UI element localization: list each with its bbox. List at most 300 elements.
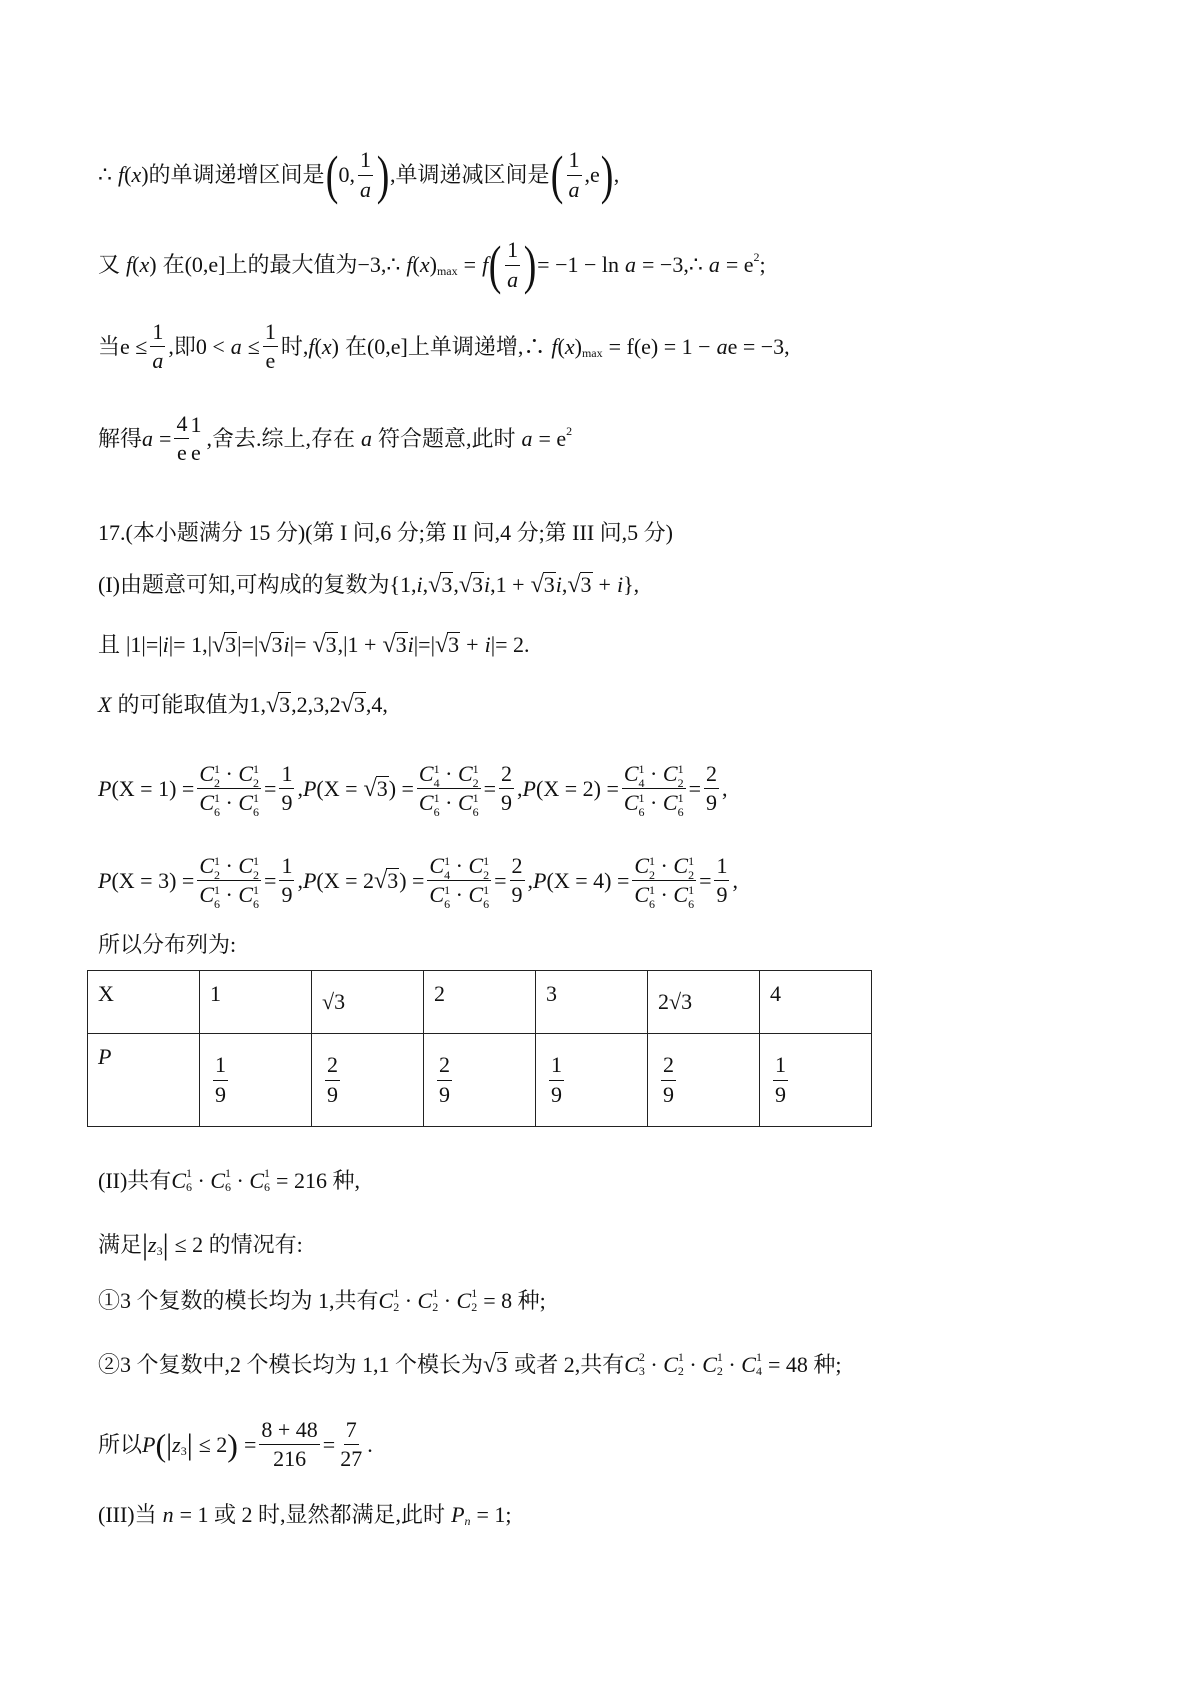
fraction-one-over-a [505,238,520,291]
fraction-2-9 [510,854,525,907]
comma: , [422,571,429,597]
C: C [662,761,678,786]
sqrt-3: √ 3 [382,632,407,659]
paren-open: ( [325,145,338,205]
paren-close: ) [376,145,390,205]
comma: , [784,333,790,359]
frac-num: 1 [549,1053,564,1080]
frac-den: 9 [551,1081,562,1107]
variable-x: x [419,252,430,277]
fraction-1-over-e [188,413,203,465]
C: C [673,853,689,878]
sqrt-arg: 3 [543,572,555,597]
text-suoyi: 所以 [98,1431,143,1457]
sqrt-arg: 3 [225,632,237,657]
combination-fraction: $\frac{C_2^1 \cdot C_2^1}{C_6^1 \cdot C_6^1}$ [634,853,695,912]
prob-fraction [549,1053,564,1106]
C: C [418,790,434,816]
label-text: 所以分布列为: [98,932,237,957]
comma: , [721,775,728,801]
frac-den: 9 [501,790,513,816]
frac-den: e [191,439,201,465]
abs-open: | [142,1228,149,1261]
frac-num: 1 [773,1053,788,1080]
section-17-title [98,522,673,544]
title-text: 17.(本小题满分 15 分)(第 I 问,6 分;第 II 问,4 分;第 III 问,5 分) [98,520,673,545]
table-cell [88,971,200,1034]
mod-part: |= 1,| [168,631,212,657]
superscript-2: 2 [753,250,760,264]
frac-num: 2 [437,1053,452,1080]
text-complex: (I)由题意可知,可构成的复数为 [98,571,390,597]
C: C [673,882,689,908]
table-cell [312,1034,424,1127]
equation: = 1; [476,1502,512,1527]
frac-den: a [507,266,519,292]
fraction-2-9 [704,762,719,815]
text-max: 上的最大值为 [225,252,358,277]
event: (X = 2 [316,867,375,893]
C: C [663,1351,678,1377]
C: C [623,790,639,816]
variable-a: a [625,252,636,277]
text-fuhe: 符合题意,此时 [377,425,516,451]
equals: = [322,1431,336,1457]
comma: , [732,867,738,893]
function-f: f [406,252,413,277]
sqrt-3: √ 3 [374,868,399,895]
prob-fraction [325,1053,340,1106]
table-cell [200,1034,312,1127]
value-part: ,4 [365,691,383,717]
sqrt-arg: 3 [395,632,407,657]
text-part2: (II)共有 [98,1168,172,1193]
fraction-56-216 [259,1418,319,1471]
variable-a: a [521,425,533,451]
frac-den: 9 [327,1081,338,1107]
variable-X: X [98,691,112,717]
value-part: 1, [249,691,266,717]
period: . [367,1431,373,1457]
paren-close: ) [523,235,537,295]
set-open: {1, [389,571,417,597]
sqrt-arg: 3 [580,572,592,597]
sqrt-3: √ 3 [211,632,237,659]
variable-x: x [139,252,150,277]
line-case-2: ②3 个复数中,2 个模长均为 1,1 个模长为 √ 3 或者 2,共有 C 3 2 · C 2 1 · C 2 1 · C 4 1 = 48 种; [98,1349,842,1379]
value-part: ,2,3,2 [291,691,341,717]
frac-num: 1 [263,320,278,347]
frac-num: 1 [279,762,294,789]
frac-num: 2 [325,1053,340,1080]
equation: = −1 − ln [537,252,619,277]
equals: = [159,425,172,451]
sqrt-3: √ 3 [258,632,283,659]
function-f: f [118,162,125,187]
C: C [199,882,214,908]
frac-den: 27 [340,1446,363,1472]
semicolon: ; [759,252,766,277]
text-increasing: 的单调递增区间是 [148,162,325,187]
frac-num: 2 [510,854,525,881]
cell-text: 4 [770,981,781,1006]
sqrt-arg: 3 [496,1352,508,1377]
C: C [210,1168,226,1193]
leq: ≤ [247,333,260,359]
cell-text: P [98,1044,112,1069]
variable-Pn: P [451,1502,465,1527]
sqrt-arg: 3 [353,692,365,717]
comma: , [561,571,568,597]
text-jiede: 解得 [98,425,143,451]
C: C [634,853,650,878]
e-squared: = e [725,252,754,277]
prob-fraction [773,1053,788,1106]
case-text: ②3 个复数中,2 个模长均为 1,1 个模长为 [98,1351,484,1377]
superscript-2: 2 [566,423,573,438]
function-f: f [126,252,133,277]
cell-text: X [98,981,114,1006]
frac-den: 9 [511,882,523,908]
frac-num: 1 [150,320,165,347]
text-increasing: 上单调递增,∴ [407,333,546,359]
C: C [249,1168,265,1193]
text-shi: 时, [280,333,309,359]
fraction-2-9 [499,762,514,815]
comma: , [382,691,388,717]
condition: ≤ 2 [198,1431,228,1457]
combination-fraction: $\frac{C_4^1 \cdot C_2^1}{C_6^1 \cdot C_6^1}$ [418,761,479,820]
prob-P: P [533,867,547,893]
sqrt-3: √ 3 [483,1352,508,1379]
sqrt-3: √ 3 [265,692,291,719]
combination-fraction: $\frac{C_2^1 \cdot C_2^1}{C_6^1 \cdot C_6^1}$ [199,853,260,912]
comma: , [490,571,496,597]
sqrt-arg: 3 [271,632,283,657]
variable-z: z [172,1431,181,1457]
C: C [171,1168,186,1193]
table-cell [648,971,760,1034]
frac-num: 2 [704,762,719,789]
line-complex-set [98,572,639,597]
text-decreasing: ,单调递减区间是 [390,162,550,187]
C: C [662,790,678,816]
mod-part: |=| [237,631,259,657]
C: C [468,882,484,908]
mod-part: |1|=| [126,631,163,657]
text-part3: (III)当 [98,1502,157,1527]
sqrt-arg: 3 [279,692,291,717]
event-end: ) = [399,867,425,893]
event-end: ) = [388,775,414,801]
text-dang: 当 [98,333,121,359]
fraction-4-over-e [174,412,189,465]
paren-close: ) [227,1426,238,1463]
C: C [457,790,473,816]
paren-open: ( [488,235,502,295]
sqrt-3: √ 3 [363,776,388,803]
C: C [238,853,254,878]
equation-2: = −3,∴ [642,252,703,277]
sqrt-3: √ 3 [567,572,592,599]
fraction-7-27 [338,1418,364,1471]
table-cell [200,971,312,1034]
frac-den: 9 [663,1081,674,1107]
therefore-symbol: ∴ [98,162,112,187]
interval: (0,e] [366,333,408,359]
frac-den: 9 [281,882,293,908]
line-possible-values [98,692,388,717]
text-values: 的可能取值为 [117,691,250,717]
e-squared: = e [538,425,567,451]
fraction-one-over-a [150,320,165,373]
C: C [238,790,254,816]
frac-den: 9 [215,1081,226,1107]
C: C [623,761,639,786]
text-zai: 在 [344,333,367,359]
frac-den: e [177,440,187,466]
C: C [702,1351,717,1377]
fraction-one-over-a-2 [567,148,582,201]
table-cell [88,1034,200,1127]
variable-x: x [564,333,575,359]
plus: + [598,571,611,597]
imag-i: i [416,571,423,597]
frac-num: 7 [344,1418,359,1445]
line-probabilities-2: P (X = 3) = $\frac{C_2^1 \cdot C_2^1}{C_6^1 \cdot C_6^1}$ = $\frac{1}{9}$ , P (X = 2 √ 3 ) = $\frac{C_4^1 \cdot C_2^1}{C_6^1 \cdot C_6^1}$ = $\frac{2}{9}$ , P (X = 4) = $\frac{C_2^1 \cdot C_2^1}{C_6^1 \cdot C_6^1}$ = $\frac{1}{9}$ , [98,853,738,912]
text-you: 又 [98,252,121,277]
zero-comma: 0, [338,162,356,187]
line-condition [98,1230,303,1260]
prob-fraction [661,1053,676,1106]
sqrt-arg: 3 [441,572,453,597]
fraction-one-over-e [263,320,278,373]
sqrt-3: √ 3 [530,572,555,599]
set-close: } [623,571,634,597]
subscript-max: max [436,264,458,278]
text-part3-2: = 1 或 2 时,显然都满足,此时 [179,1502,446,1527]
event: (X = [316,775,358,801]
cell-text: 1 [210,981,221,1006]
mod-part: ,|1 + [337,631,377,657]
cell-text: 3 [546,981,557,1006]
text-sheqv: ,舍去.综上,存在 [206,425,355,451]
event: (X = 4) = [546,867,630,893]
table-row-x [88,971,872,1034]
frac-num: 1 [190,411,202,437]
subscript-max: max [581,345,603,360]
frac-den: a [360,176,372,202]
mod-part: + [466,631,479,657]
function-f: f [308,333,315,359]
sqrt-arg: 3 [325,632,337,657]
abs-close: | [162,1228,169,1261]
case-text: ①3 个复数的模长均为 1,共有 [98,1288,379,1313]
frac-num: 1 [279,854,294,881]
text-zai: 在 [162,252,185,277]
imag-i: i [407,631,414,657]
line-monotonic-intervals: ∴ f ( x ) 的单调递增区间是 ( 0, $\frac{1}{a}$ ) ,单调递减区间是 ( $\frac{1}{a}$ ,e ) , [98,145,620,205]
C: C [429,853,445,878]
subscript-3: 3 [180,1443,187,1458]
C: C [199,761,214,786]
prob-P: P [522,775,536,801]
table-cell [760,971,872,1034]
variable-a: a [360,425,372,451]
mod-part: |=| [413,631,435,657]
cell-text: √3 [322,989,346,1014]
sqrt-3: √ 3 [428,572,453,599]
frac-den: 9 [281,790,293,816]
distribution-table [87,970,872,1127]
line-max-value: 又 f ( x ) 在 (0,e] 上的最大值为 −3,∴ f ( x ) max = f ( $\frac{1}{a}$ ) = −1 − ln a = −3,∴ a = e 2 ; [98,235,766,295]
frac-den: 9 [439,1081,450,1107]
frac-num: 4 [174,412,189,439]
comma: , [633,571,640,597]
C: C [468,853,484,878]
C: C [456,1288,472,1313]
sqrt-arg: 3 [448,632,460,657]
sqrt-3: √ 3 [434,632,460,659]
function-f: f [482,252,489,277]
table-cell [312,971,424,1034]
frac-den: e [265,348,276,374]
frac-num: 1 [714,854,729,881]
cell-text: 2 [434,981,445,1006]
fraction-1-9 [279,854,294,907]
prob-P: P [98,867,112,893]
line-case-two: 当 e ≤ $\frac{1}{a}$ ,即 0 < a ≤ $\frac{1}{e}$ 时, f ( x ) 在 (0,e] 上单调递增,∴ f ( x ) max = f(e) = 1 − a e = −3 , [98,319,790,374]
event: (X = 2) = [536,775,619,801]
sqrt-arg: 3 [376,776,388,802]
table-cell [648,1034,760,1127]
cell-text: 2√3 [658,989,693,1014]
prob-P: P [98,775,112,801]
combination-fraction: $\frac{C_4^1 \cdot C_2^1}{C_6^1 \cdot C_6^1}$ [623,761,684,820]
paren-open-2: ( [550,145,563,205]
comma: , [453,571,459,597]
frac-num: 1 [358,148,373,175]
paren-open: ( [155,1426,167,1463]
event: (X = 3) = [111,867,195,893]
C: C [199,853,214,878]
variable-x: x [131,162,142,187]
prob-fraction [437,1053,452,1106]
frac-den: a [152,348,164,374]
imag-i: i [162,631,169,657]
frac-den: a [568,176,580,202]
frac-den: 216 [273,1446,307,1472]
C: C [634,882,650,908]
imag-i: i [616,571,624,597]
imag-i: i [484,571,491,597]
variable-z: z [148,1232,157,1257]
frac-num: 1 [213,1053,228,1080]
distribution-label [98,934,236,956]
frac-den: 9 [705,790,717,816]
paren-close-2: ) [600,145,614,205]
table-cell [424,971,536,1034]
C: C [417,1288,433,1313]
line-moduli [98,632,530,657]
equals: = [243,1431,257,1457]
prob-P: P [302,775,317,801]
one-plus: 1 + [495,571,525,597]
line-result [98,1418,373,1471]
subscript-n: n [464,1514,471,1528]
event: (X = 1) = [111,775,195,801]
line-case-1: ①3 个复数的模长均为 1,共有 C 2 1 · C 2 1 · C 2 1 = 8 种; [98,1286,546,1314]
text-ji: ,即 [168,333,196,359]
prob-fraction [213,1053,228,1106]
comma: , [613,162,620,187]
imag-i: i [555,571,562,597]
text-satisfy: 满足 [98,1232,143,1257]
line-probabilities-1: P (X = 1) = $\frac{C_2^1 \cdot C_2^1}{C_6^1 \cdot C_6^1}$ = $\frac{1}{9}$ , P (X = √ 3 ) = $\frac{C_4^1 \cdot C_2^1}{C_6^1 \cdot C_6^1}$ = $\frac{2}{9}$ , P (X = 2) = $\frac{C_4^1 \cdot C_2^1}{C_6^1 \cdot C_6^1}$ = $\frac{2}{9}$ , [98,761,728,820]
mod-part: |= 2. [490,631,530,657]
subscript-3: 3 [156,1244,163,1258]
equation-2: e = −3 [727,333,785,359]
sqrt-arg: 3 [472,572,484,597]
frac-num: 1 [505,238,520,265]
e-leq: e ≤ [120,333,148,359]
table-row-p [88,1034,872,1127]
sqrt-arg: 3 [387,868,399,894]
line-part2-total: (II)共有 C 6 1 · C 6 1 · C 6 1 = 216 种, [98,1166,360,1194]
C: C [624,1351,639,1377]
text-qie: 且 [98,631,121,657]
frac-den: 9 [716,882,728,908]
zero-lt: 0 < [195,333,225,359]
abs-open: | [166,1427,173,1461]
prob-P: P [302,867,317,893]
variable-n: n [162,1502,174,1527]
C: C [378,1288,394,1313]
case-text-2: 或者 2,共有 [514,1351,625,1377]
C: C [199,790,214,816]
table-cell [760,1034,872,1127]
combination-fraction: $\frac{C_2^1 \cdot C_2^1}{C_6^1 \cdot C_6^1}$ [199,761,260,820]
frac-num: 2 [661,1053,676,1080]
e-constant: ,e [584,162,600,187]
equation: = 48 种; [767,1351,842,1377]
table-cell [536,971,648,1034]
equation: = 8 种; [483,1288,546,1313]
equation: = 216 种, [276,1168,360,1193]
variable-a: a [716,333,728,359]
line-conclusion [98,412,572,465]
imag-i: i [484,631,491,657]
combination-fraction: $\frac{C_4^1 \cdot C_2^1}{C_6^1 \cdot C_6^1}$ [429,853,490,912]
frac-num: 1 [567,148,582,175]
C: C [418,761,434,786]
abs-close: | [186,1427,193,1461]
fraction-1-9 [279,762,294,815]
table-cell [536,1034,648,1127]
C: C [429,882,445,908]
variable-a: a [708,252,720,277]
fraction-1-9 [714,854,729,907]
fraction-one-over-a [358,148,373,201]
frac-den: 9 [775,1081,786,1107]
function-f: f [551,333,558,359]
table-cell [424,1034,536,1127]
C: C [457,761,473,786]
variable-a: a [142,425,154,451]
mod-part: |= [289,631,307,657]
C: C [238,882,254,908]
variable-a: a [230,333,242,359]
